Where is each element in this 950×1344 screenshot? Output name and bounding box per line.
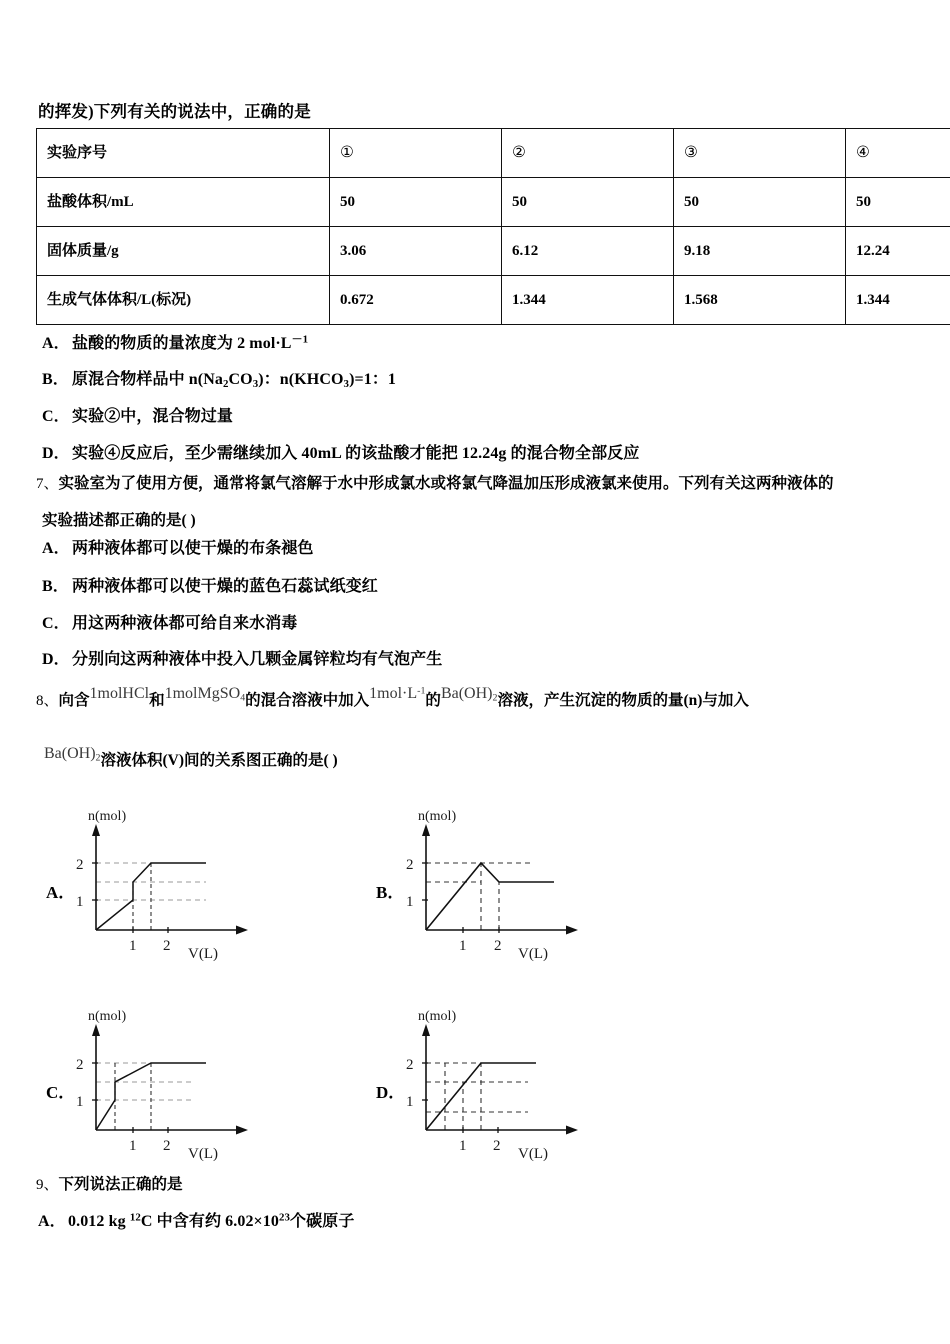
y-axis-label: n(mol) xyxy=(418,809,457,824)
table-cell: 50 xyxy=(330,178,502,227)
question-text: 实验室为了使用方便，通常将氯气溶解于水中形成氯水或将氯气降温加压形成液氯来使用。下列有关这两种液体的 xyxy=(58,475,834,492)
q8-stem-line2 xyxy=(44,745,338,770)
table-cell: 50 xyxy=(502,178,674,227)
option-text: 用这两种液体都可给自来水消毒 xyxy=(72,615,298,632)
option-superscript: －1 xyxy=(291,333,309,346)
option-label: B． xyxy=(42,578,69,595)
x-axis-arrow xyxy=(236,1126,248,1135)
y-axis-arrow xyxy=(92,1024,100,1036)
table-cell: ③ xyxy=(684,143,698,161)
y-tick-1: 1 xyxy=(76,894,84,910)
option-text: 0.012 kg $^{12}$C 中含有约 $6.02\times 10^{23}$个碳原子 xyxy=(68,1211,355,1230)
table-cell: 12.24 xyxy=(846,227,950,276)
option-text: 盐酸的物质的量浓度为 2 mol·L xyxy=(72,335,292,352)
table-cell: 1.568 xyxy=(674,276,846,325)
row-header-cell: 固体质量/g xyxy=(37,227,330,276)
x-tick-2: 2 xyxy=(494,938,502,954)
graph-label-b: B． xyxy=(376,883,405,902)
q7-option-c xyxy=(42,610,297,633)
x-axis-arrow xyxy=(566,926,578,935)
x-tick-1: 1 xyxy=(459,1138,467,1154)
q7-option-d xyxy=(42,646,442,669)
x-axis-label: V(L) xyxy=(518,1146,548,1162)
option-text: 分别向这两种液体中投入几颗金属锌粒均有气泡产生 xyxy=(72,651,443,668)
table-row xyxy=(37,227,950,276)
q6-option-b xyxy=(42,366,396,390)
q8-graph-option-a xyxy=(46,800,276,970)
q7-stem-line2: 实验描述都正确的是( ) xyxy=(42,512,196,529)
y-tick-2: 2 xyxy=(406,857,414,873)
graph-label-d: D． xyxy=(376,1083,406,1102)
q7-option-b xyxy=(42,573,378,596)
y-tick-1: 1 xyxy=(406,894,414,910)
table-cell: 0.672 xyxy=(330,276,502,325)
option-label: A． xyxy=(42,540,70,557)
question-number: 7、 xyxy=(36,476,59,492)
q9-stem xyxy=(36,1172,183,1194)
table-cell: 9.18 xyxy=(674,227,846,276)
table-cell: 1.344 xyxy=(846,276,950,325)
question-text: 向含 xyxy=(58,692,90,709)
table-row xyxy=(37,129,950,178)
x-axis-label: V(L) xyxy=(188,946,218,962)
formula-1molMgSO4: 1molMgSO$_4$ xyxy=(164,685,246,704)
q8-stem-line1 xyxy=(36,685,749,710)
q8-graph-option-b xyxy=(376,800,606,970)
option-label: C． xyxy=(42,615,70,632)
q6-option-d xyxy=(42,440,639,463)
option-text: 两种液体都可以使干燥的布条褪色 xyxy=(72,540,314,557)
option-label: A． xyxy=(42,335,70,352)
table-cell: 50 xyxy=(674,178,846,227)
table-cell: 6.12 xyxy=(502,227,674,276)
option-label: D． xyxy=(42,445,70,462)
lead-paragraph: 的挥发)下列有关的说法中，正确的是 xyxy=(38,102,311,121)
row-header-cell: 生成气体体积/L(标况) xyxy=(37,276,330,325)
option-label: A． xyxy=(38,1213,66,1230)
chart-a xyxy=(46,800,276,970)
q6-option-a xyxy=(42,330,308,353)
q7-stem-line1 xyxy=(36,471,834,493)
table-cell: ① xyxy=(340,143,354,161)
question-text: 溶液体积(V)间的关系图正确的是( ) xyxy=(100,752,338,769)
x-tick-1: 1 xyxy=(129,938,137,954)
formula-concentration: $1mol\cdot L^{-1}$ xyxy=(369,685,426,702)
x-tick-2: 2 xyxy=(493,1138,501,1154)
graph-label-a: A． xyxy=(46,883,76,902)
q9-option-a xyxy=(38,1208,354,1231)
option-text: 两种液体都可以使干燥的蓝色石蕊试纸变红 xyxy=(72,578,378,595)
data-series-precipitate xyxy=(426,863,554,930)
experiment-data-table xyxy=(36,128,950,325)
question-text: 下列说法正确的是 xyxy=(58,1176,183,1193)
x-axis-arrow xyxy=(236,926,248,935)
y-tick-2: 2 xyxy=(76,857,84,873)
x-tick-1: 1 xyxy=(459,938,467,954)
x-tick-1: 1 xyxy=(129,1138,137,1154)
y-axis-label: n(mol) xyxy=(418,1009,457,1024)
chart-d xyxy=(376,1000,606,1170)
option-text: 原混合物样品中 $n(Na_2CO_3)$：$n(KHCO_3)=1$：1 xyxy=(72,371,397,391)
question-text: 的混合溶液中加入 xyxy=(245,692,370,709)
q7-option-a xyxy=(42,535,314,558)
question-text: 和 xyxy=(149,692,165,709)
table-cell: 3.06 xyxy=(330,227,502,276)
x-tick-2: 2 xyxy=(163,1138,171,1154)
y-tick-2: 2 xyxy=(406,1057,414,1073)
option-label: B． xyxy=(42,371,69,388)
option-text: 实验②中，混合物过量 xyxy=(72,408,234,425)
row-header-cell: 盐酸体积/mL xyxy=(37,178,330,227)
x-axis-label: V(L) xyxy=(518,946,548,962)
graph-label-c: C． xyxy=(46,1083,76,1102)
table-row xyxy=(37,178,950,227)
x-tick-2: 2 xyxy=(163,938,171,954)
q6-option-c xyxy=(42,403,233,426)
y-tick-2: 2 xyxy=(76,1057,84,1073)
table-cell: 50 xyxy=(846,178,950,227)
chart-b xyxy=(376,800,606,970)
option-label: D． xyxy=(42,651,70,668)
y-tick-1: 1 xyxy=(406,1094,414,1110)
q8-graph-option-d xyxy=(376,1000,606,1170)
formula-1molHCl: 1molHCl xyxy=(89,685,150,702)
q8-graph-option-c xyxy=(46,1000,276,1170)
x-axis-label: V(L) xyxy=(188,1146,218,1162)
y-axis-arrow xyxy=(422,1024,430,1036)
y-axis-arrow xyxy=(92,824,100,836)
option-text: 实验④反应后，至少需继续加入 40mL 的该盐酸才能把 12.24g 的混合物全部反应 xyxy=(72,445,640,462)
table-cell: ② xyxy=(512,143,526,161)
table-cell: 1.344 xyxy=(502,276,674,325)
y-axis-label: n(mol) xyxy=(88,1009,127,1024)
question-number: 8、 xyxy=(36,693,59,709)
formula-barium-hydroxide: $Ba(OH)_2$ xyxy=(44,745,101,764)
chart-c xyxy=(46,1000,276,1170)
y-axis-label: n(mol) xyxy=(88,809,127,824)
y-tick-1: 1 xyxy=(76,1094,84,1110)
x-axis-arrow xyxy=(566,1126,578,1135)
option-label: C． xyxy=(42,408,70,425)
y-axis-arrow xyxy=(422,824,430,836)
question-number: 9、 xyxy=(36,1177,59,1193)
row-header-cell: 实验序号 xyxy=(37,129,330,178)
question-text: 的 xyxy=(425,692,441,709)
question-text: 溶液，产生沉淀的物质的量(n)与加入 xyxy=(497,692,749,709)
table-row xyxy=(37,276,950,325)
formula-barium-hydroxide: $Ba(OH)_2$ xyxy=(440,685,498,704)
table-cell: ④ xyxy=(856,143,870,161)
